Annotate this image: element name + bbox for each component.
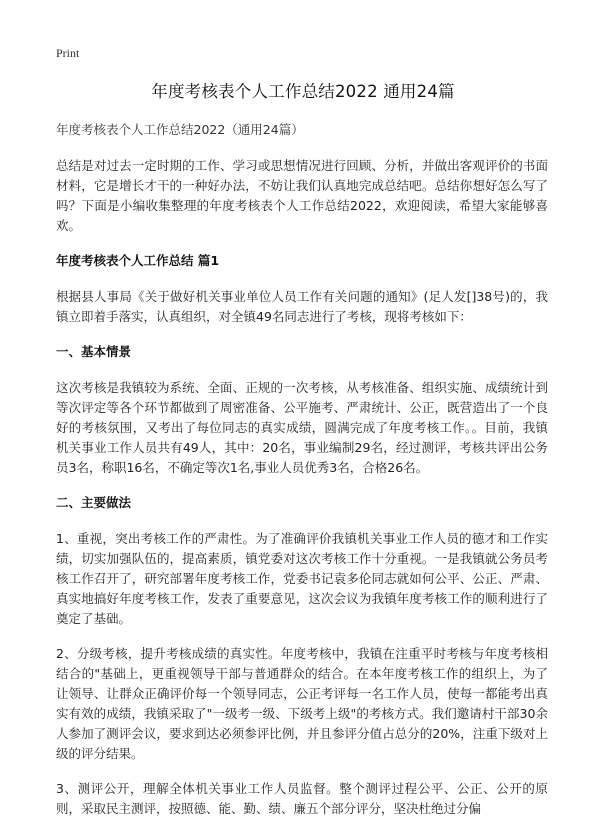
methods-paragraph-3: 3、测评公开，理解全体机关事业工作人员监督。整个测评过程公平、公正、公开的原则，采取民主测评，按照德、能、勤、绩、廉五个部分评分，坚决杜绝过分偏 [56, 781, 548, 816]
section-basic-paragraph: 这次考核是我镇较为系统、全面、正规的一次考核，从考核准备、组织实施、成绩统计到等次评定等各个环节都做到了周密准备、公平施考、严肃统计、公正，既营造出了一个良好的考核氛围，又考出了每位同志的真实成绩，圆满完成了年度考核工作。。目前，我镇机关事业工作人员共有49人，其中：20名，事业编制29名，经过测评，考核共评出公务员3名，称职16名，不确定等次1名,事业人员优秀3名，合格26名。 [56, 380, 548, 475]
subtitle: 年度考核表个人工作总结2022（通用24篇） [56, 122, 304, 137]
print-link[interactable]: Print [56, 46, 80, 60]
methods-paragraph-2: 2、分级考核，提升考核成绩的真实性。年度考核中，我镇在注重平时考核与年度考核相结合的"基础上，更重视领导干部与普通群众的结合。在本年度考核工作的组织上，为了让领导、让群众正确评价每一个领导同志，公正考评每一名工作人员，使每一都能考出真实有效的成绩，我镇采取了"一级考一级、下级考上级"的考核方式。我们邀请村干部30余人参加了测评会议，要求到达必须参评比例，并且参评分值占总分的20%，注重下级对上级的评分结果。 [56, 646, 548, 761]
document-body [56, 78, 548, 834]
methods-paragraph-1: 1、重视，突出考核工作的严肃性。为了准确评价我镇机关事业工作人员的德才和工作实绩，切实加强队伍的，提高素质，镇党委对这次考核工作十分重视。一是我镇就公务员考核工作召开了，研究部署年度考核工作，党委书记袁多伦同志就如何公平、公正、严肃、真实地搞好年度考核工作，发表了重要意见，这次会议为我镇年度考核工作的顺利进行了奠定了基础。 [56, 531, 548, 626]
section-heading-methods: 二、主要做法 [56, 495, 132, 510]
article-heading: 年度考核表个人工作总结 篇1 [56, 253, 220, 268]
lead-paragraph: 根据县人事局《关于做好机关事业单位人员工作有关问题的通知》(足人发[]38号)的，我镇立即着手落实，认真组织，对全镇49名同志进行了考核，现将考核如下： [56, 289, 548, 324]
page-title: 年度考核表个人工作总结2022 通用24篇 [151, 82, 455, 101]
section-heading-basic: 一、基本情景 [56, 344, 132, 359]
intro-paragraph: 总结是对过去一定时期的工作、学习或思想情况进行回顾、分析，并做出客观评价的书面材料，它是增长才干的一种好办法，不妨让我们认真地完成总结吧。总结你想好怎么写了吗？下面是小编收集整理的年度考核表个人工作总结2022，欢迎阅读，希望大家能够喜欢。 [56, 158, 548, 233]
